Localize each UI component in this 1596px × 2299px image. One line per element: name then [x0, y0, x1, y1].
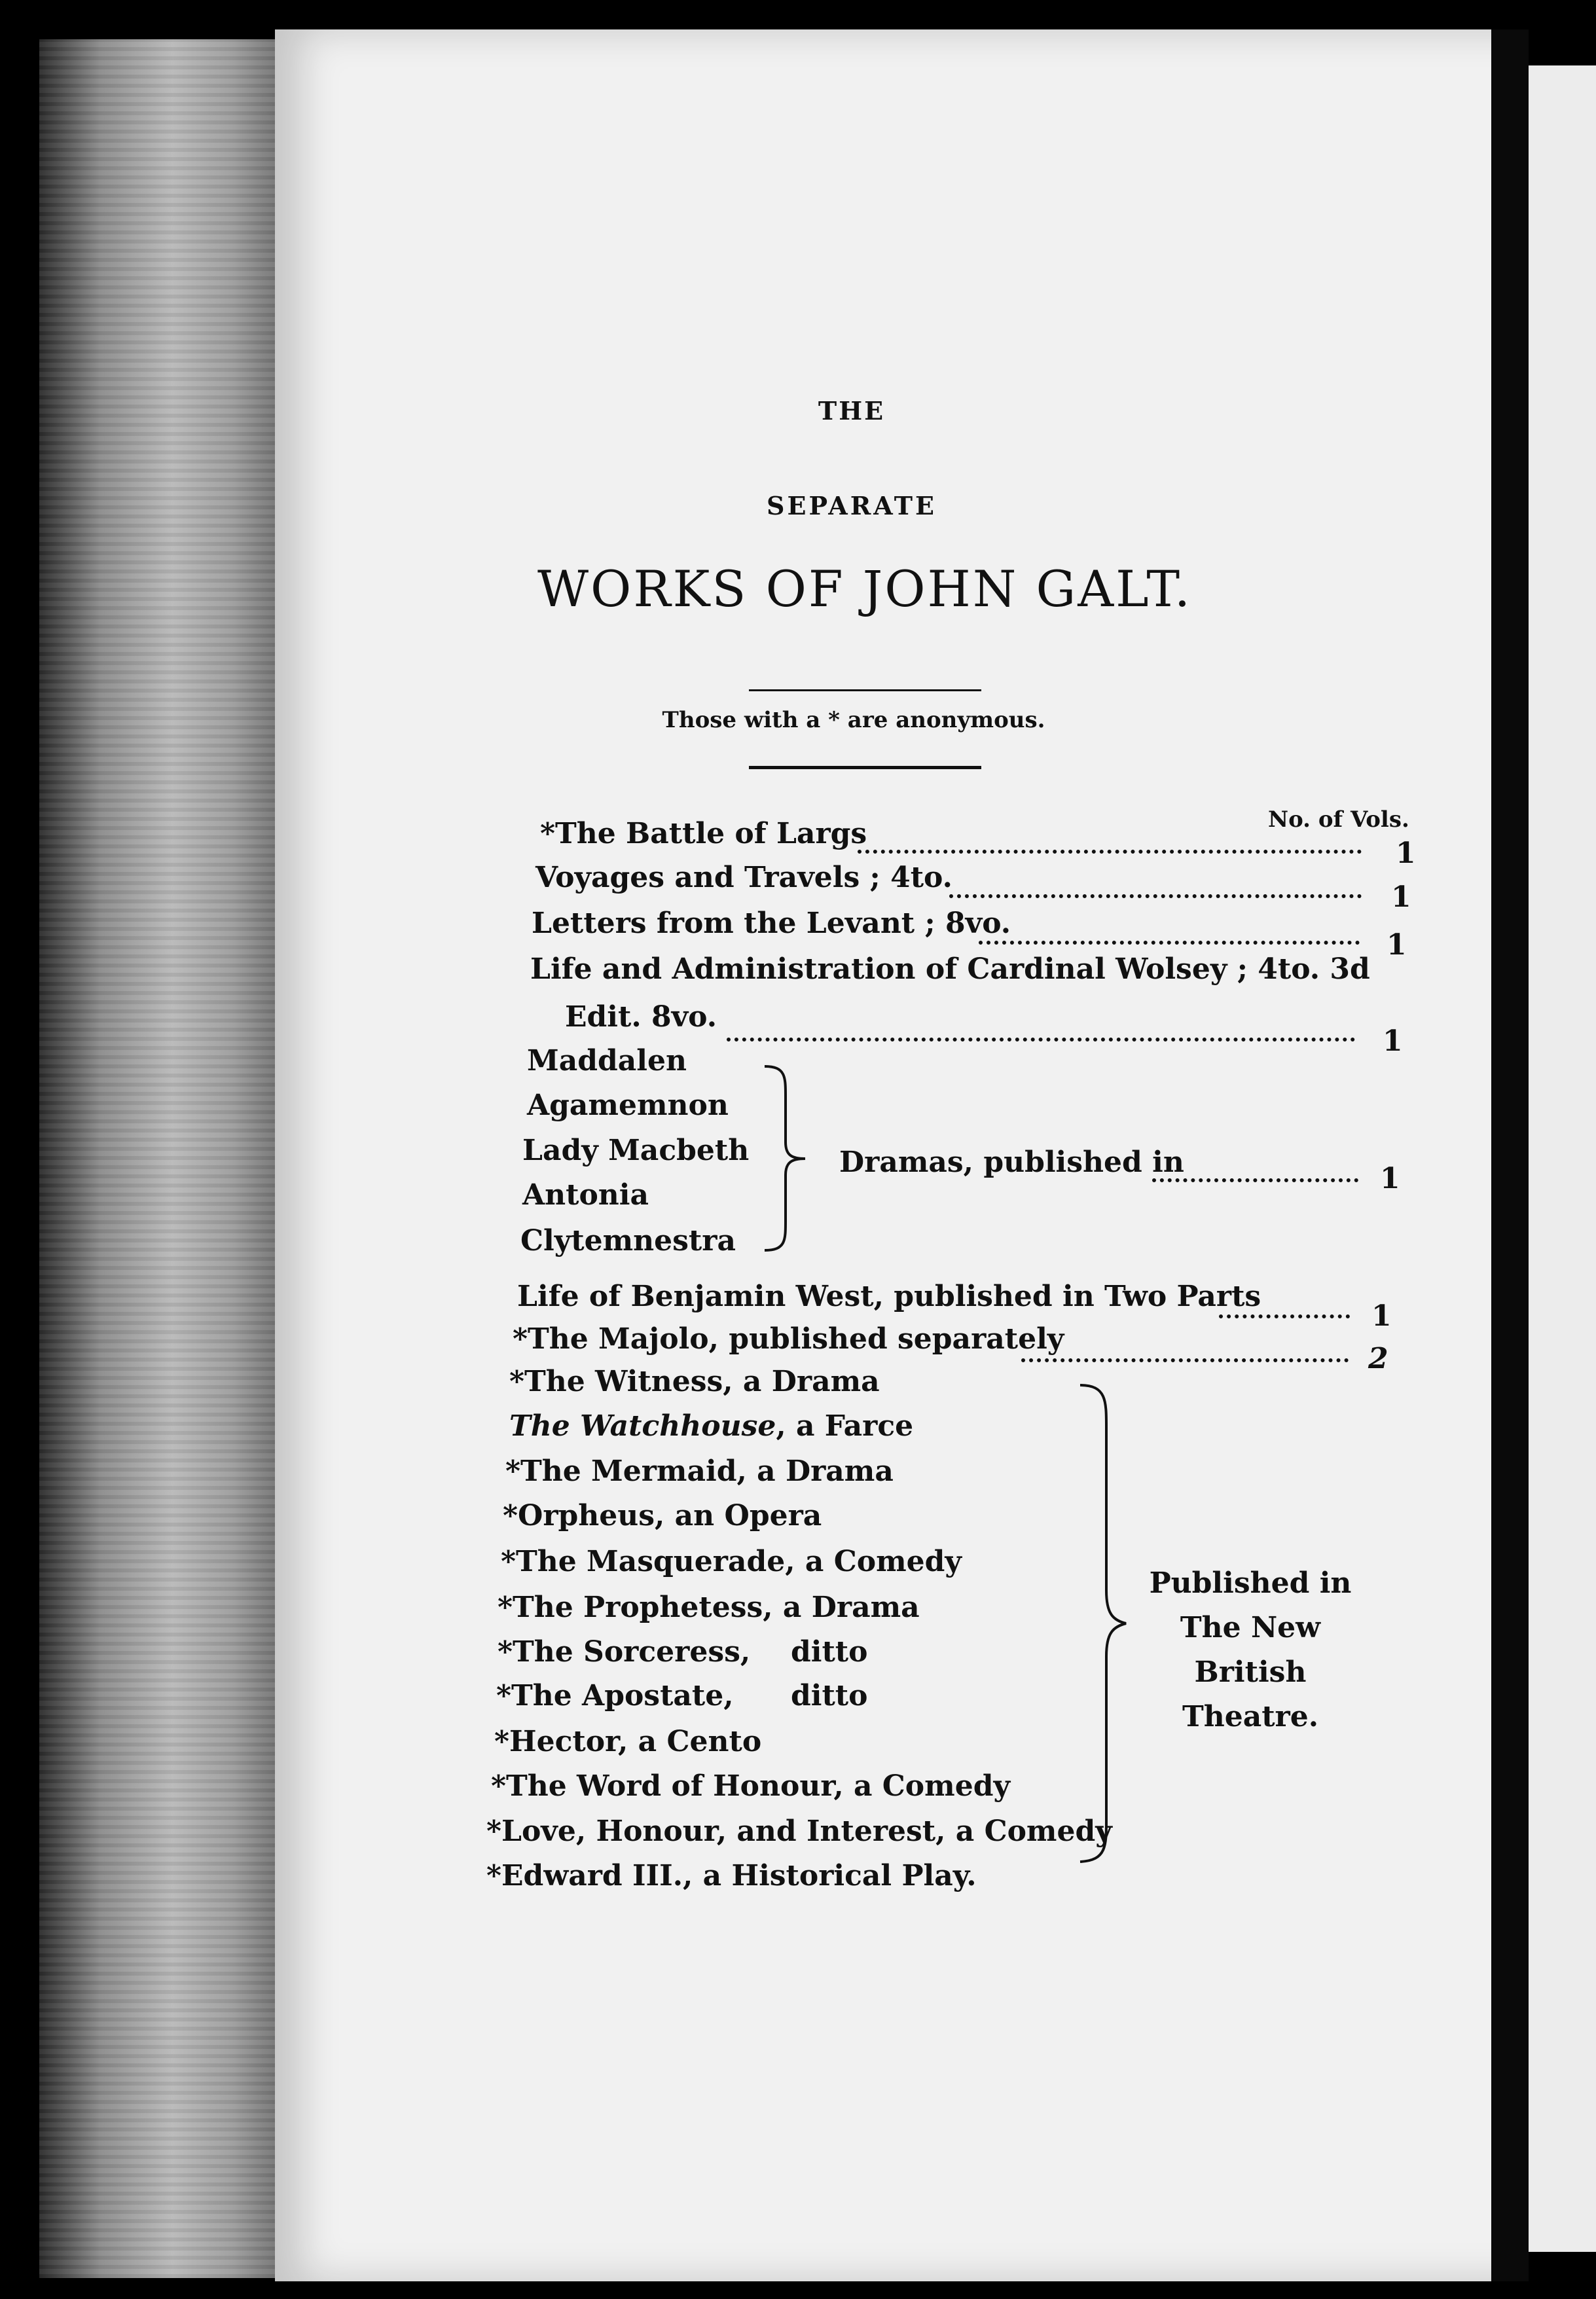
vol-count: 1: [1383, 1024, 1403, 1058]
theatre-item: *The Mermaid, a Drama: [505, 1455, 894, 1488]
theatre-item: *The Witness, a Drama: [509, 1365, 880, 1398]
drama-item: Maddalen: [527, 1044, 687, 1077]
dramas-label: Dramas, published in: [839, 1146, 1184, 1179]
theatre-item: *The Masquerade, a Comedy: [501, 1545, 962, 1578]
theatre-item: *Hector, a Cento: [494, 1725, 762, 1758]
drama-item: Lady Macbeth: [522, 1134, 750, 1167]
theatre-item: *Love, Honour, and Interest, a Comedy: [486, 1815, 1112, 1848]
vol-count: 1: [1396, 837, 1416, 870]
theatre-item: *Orpheus, an Opera: [503, 1499, 822, 1532]
theatre-label-line: Published in: [1149, 1566, 1352, 1600]
dramas-brace: [759, 1064, 812, 1254]
list-item: *Edward III., a Historical Play.: [486, 1859, 977, 1892]
list-item-continuation: Edit. 8vo.: [565, 1000, 717, 1034]
theatre-brace: [1074, 1381, 1133, 1866]
theatre-item: *The Prophetess, a Drama: [498, 1591, 920, 1624]
heading-the: THE: [818, 396, 886, 425]
column-header-vols: No. of Vols.: [1268, 806, 1409, 833]
vol-count: 1: [1371, 1299, 1392, 1333]
theatre-label: [1133, 1561, 1368, 1739]
vol-count: 1: [1380, 1162, 1400, 1195]
vol-count: 2: [1368, 1342, 1388, 1375]
list-item: Letters from the Levant ; 8vo.: [532, 907, 1011, 940]
theatre-label-line: Theatre.: [1182, 1700, 1319, 1733]
list-item: Life and Administration of Cardinal Wolsey ; 4to. 3d: [530, 952, 1370, 986]
theatre-item: *The Apostate,: [496, 1679, 734, 1712]
drama-item: Agamemnon: [527, 1089, 729, 1122]
drama-item: Antonia: [522, 1178, 649, 1212]
list-item: Voyages and Travels ; 4to.: [535, 861, 952, 894]
ditto-mark: ditto: [791, 1635, 868, 1669]
anonymity-note: Those with a * are anonymous.: [662, 707, 1045, 733]
drama-item: Clytemnestra: [520, 1224, 736, 1258]
vol-count: 1: [1391, 880, 1411, 914]
ditto-mark: ditto: [791, 1679, 868, 1712]
theatre-label-line: The New British: [1180, 1611, 1321, 1689]
page-title: WORKS OF JOHN GALT.: [537, 560, 1193, 618]
theatre-item: *The Word of Honour, a Comedy: [491, 1769, 1011, 1803]
heading-separate: SEPARATE: [767, 491, 937, 520]
list-item: *The Majolo, published separately: [513, 1322, 1064, 1356]
theatre-item: *The Sorceress,: [498, 1635, 751, 1669]
list-item: Life of Benjamin West, published in Two Parts: [517, 1280, 1261, 1313]
theatre-item: The Watchhouse, a Farce: [509, 1409, 914, 1443]
list-item: *The Battle of Largs: [540, 817, 867, 850]
vol-count: 1: [1387, 928, 1407, 962]
